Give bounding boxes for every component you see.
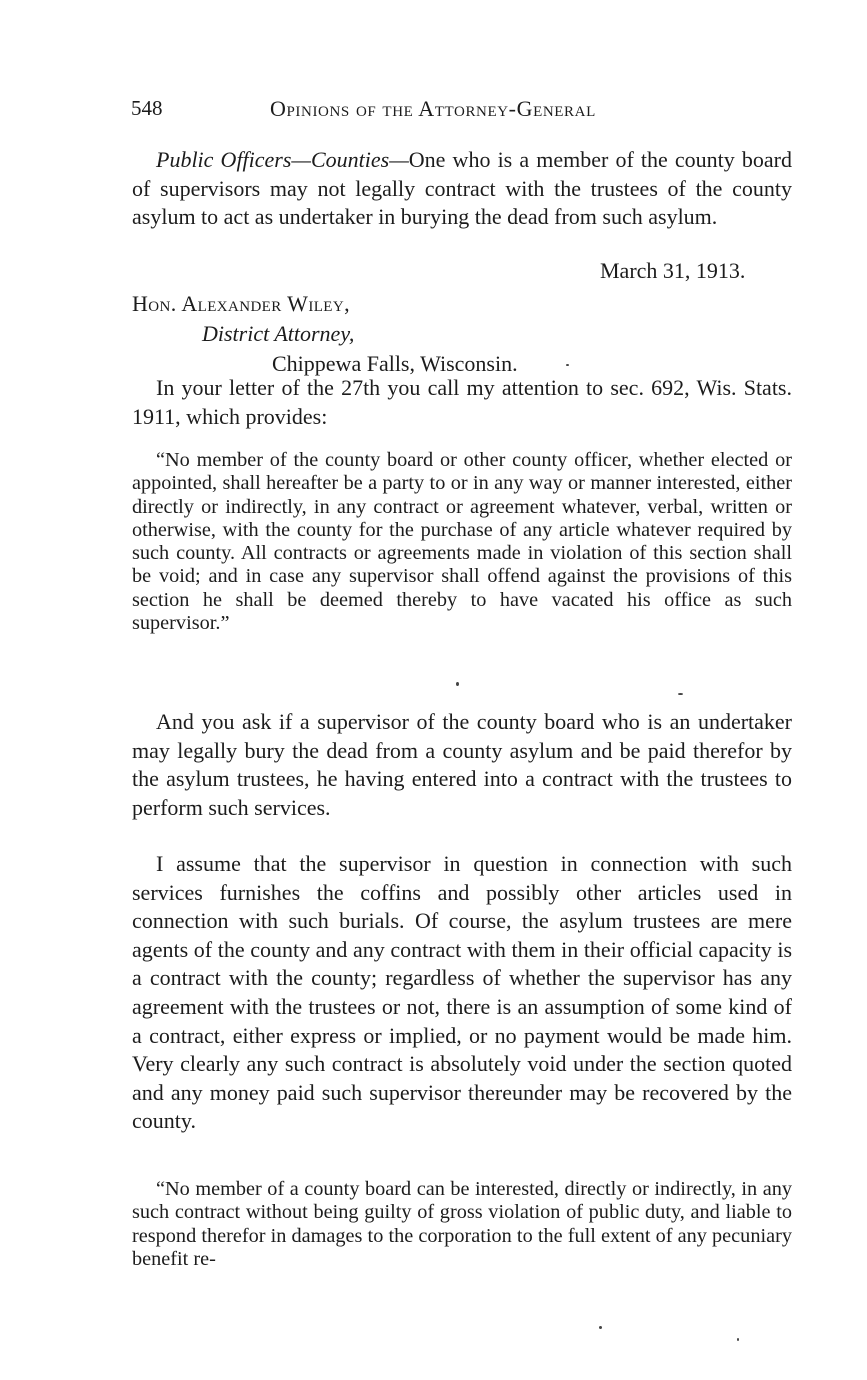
page-number: 548 xyxy=(131,96,163,120)
letter-date: March 31, 1913. xyxy=(600,258,746,283)
scan-speck xyxy=(566,364,569,366)
scan-speck xyxy=(678,693,683,695)
addressee-place: Chippewa Falls, Wisconsin. xyxy=(272,351,518,376)
addressee-title: District Attorney, xyxy=(202,321,355,346)
scan-speck xyxy=(599,1326,602,1329)
syllabus-paragraph xyxy=(132,146,792,232)
scan-speck xyxy=(737,1338,739,1341)
intro-paragraph: In your letter of the 27th you call my attention to sec. 692, Wis. Stats. 1911, which provides: xyxy=(132,375,792,429)
opinion-paragraph: I assume that the supervisor in question in connection with such services furnishes the coffins and possibly other articles used in connection with such burials. Of course, the asylum trustees are mere agents of the county and any contract with them in their official capacity is a contract with the county; regardless of whether the supervisor has any agreement with the trustees or not, there is an assumption of some kind of a contract, either express or implied, or no payment would be made him. Very clearly any such contract is absolutely void under the section quoted and any money paid such supervisor thereunder may be recovered by the county. xyxy=(132,851,792,1134)
addressee-name: Hon. Alexander Wiley, xyxy=(132,291,350,316)
scan-speck xyxy=(456,682,459,686)
syllabus-category: Public Officers—Counties— xyxy=(156,147,409,172)
question-paragraph: And you ask if a supervisor of the county board who is an undertaker may legally bury the dead from a county asylum and be paid therefor by the asylum trustees, he having entered into a contract with the trustees to perform such services. xyxy=(132,709,792,820)
running-head-title: Opinions of the Attorney-General xyxy=(270,96,596,121)
running-head xyxy=(131,96,791,126)
case-quote: “No member of a county board can be interested, directly or indirectly, in any such contract without being guilty of gross violation of public duty, and liable to respond therefor in damages to the corporation to the full extent of any pecuniary benefit re- xyxy=(132,1178,792,1270)
statute-quote: “No member of the county board or other county officer, whether elected or appointed, shall hereafter be a party to or in any way or manner interested, either directly or indirectly, in any contract or agreement whatever, verbal, written or otherwise, with the county for the purchase of any article whatever required by such county. All contracts or agreements made in violation of this section shall be void; and in case any supervisor shall offend against the provisions of this section he shall be deemed thereby to have vacated his office as such supervisor.” xyxy=(132,449,792,635)
syllabus-text: One who is a member of the county board of supervisors may not legally contract with the trustees of the county asylum to act as undertaker in burying the dead from such asylum. xyxy=(132,147,792,230)
addressee-block xyxy=(132,290,518,376)
